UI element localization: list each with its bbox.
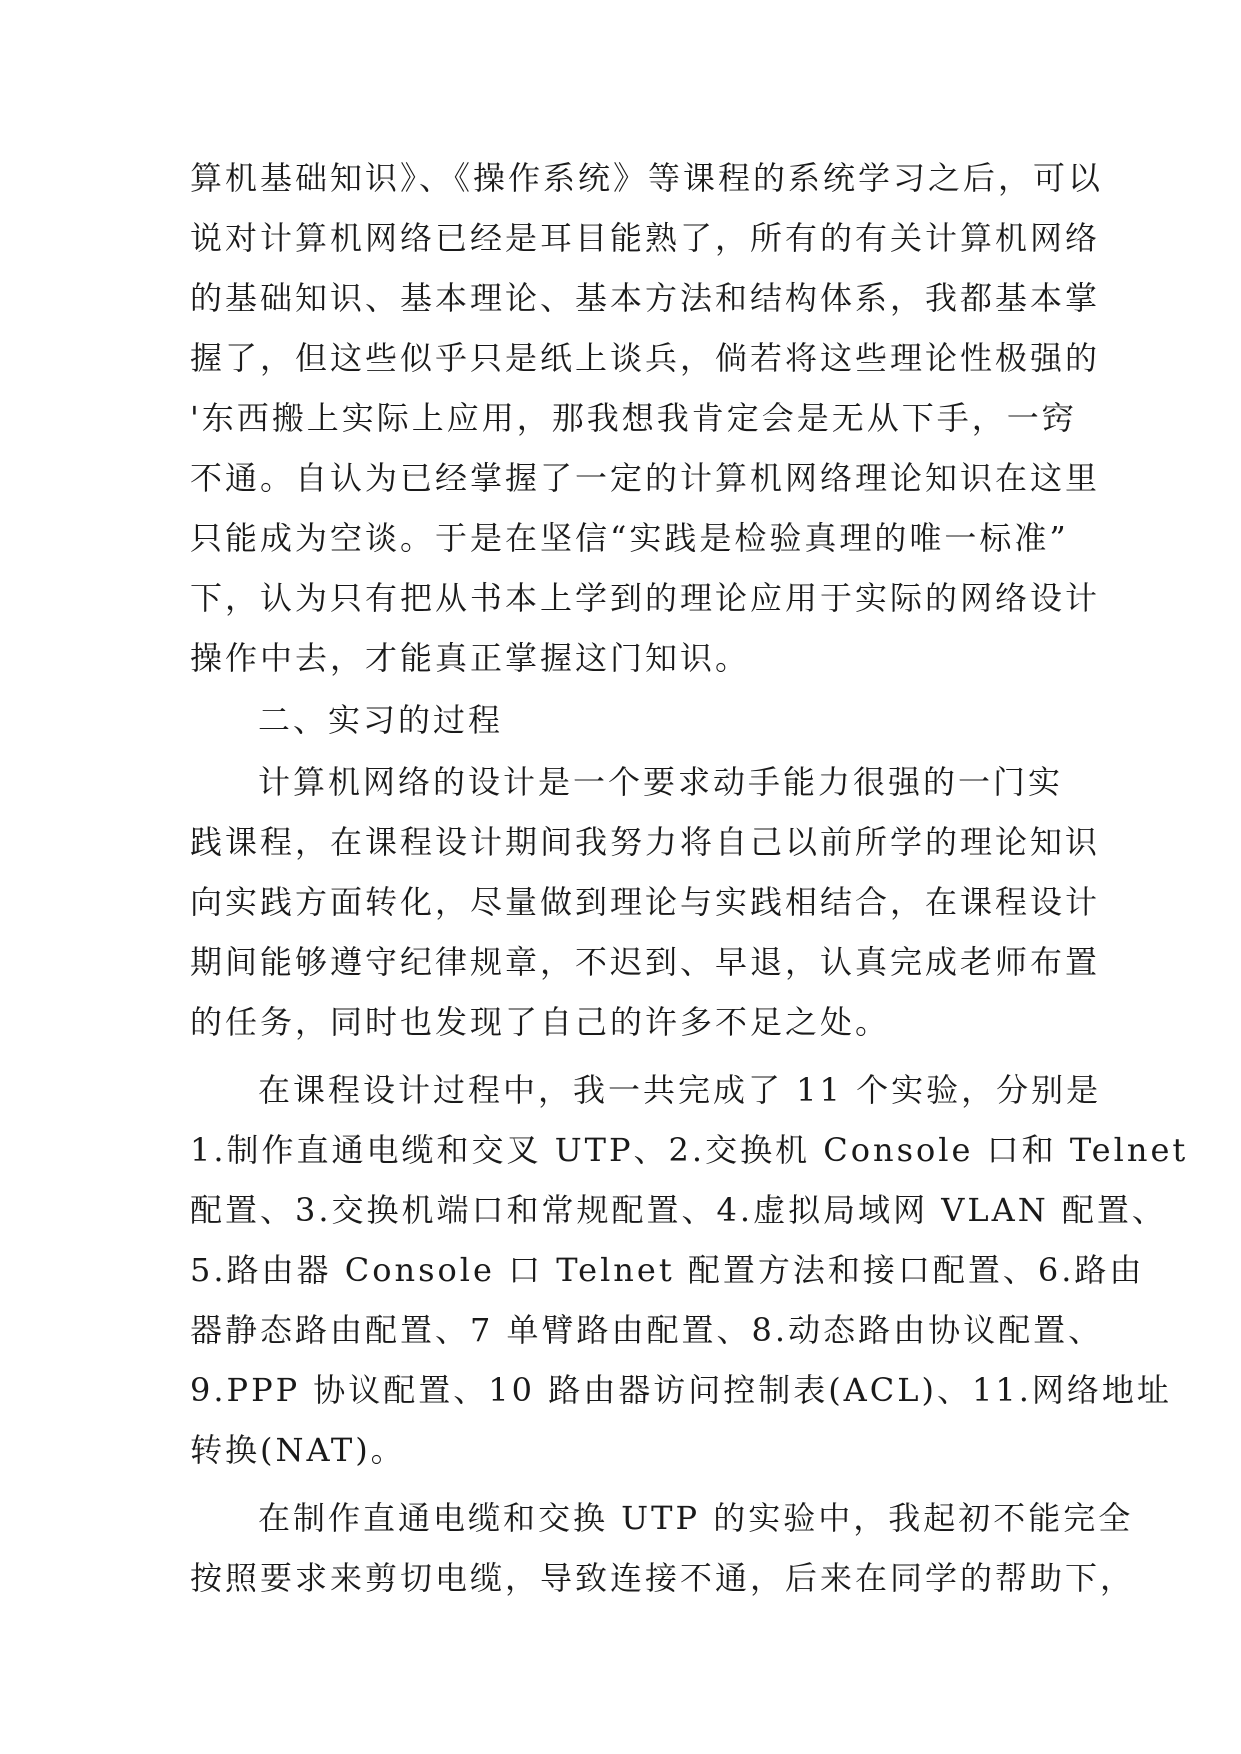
text-line: 期间能够遵守纪律规章，不迟到、早退，认真完成老师布置: [190, 943, 1101, 981]
text-line: 践课程，在课程设计期间我努力将自己以前所学的理论知识: [190, 823, 1101, 861]
text-line: 配置、3.交换机端口和常规配置、4.虚拟局域网 VLAN 配置、: [190, 1191, 1167, 1229]
paragraph-cable: [190, 1488, 1136, 1608]
text-line: 握了，但这些似乎只是纸上谈兵，倘若将这些理论性极强的: [190, 339, 1101, 377]
text-line: 5.路由器 Console 口 Telnet 配置方法和接口配置、6.路由: [190, 1251, 1145, 1289]
text-line: 计算机网络的设计是一个要求动手能力很强的一门实: [258, 763, 1064, 801]
text-line: 在课程设计过程中，我一共完成了 11 个实验，分别是: [258, 1071, 1102, 1109]
paragraph-design: [190, 752, 1101, 1052]
text-line: 1.制作直通电缆和交叉 UTP、2.交换机 Console 口和 Telnet: [190, 1131, 1189, 1169]
text-line: 器静态路由配置、7 单臂路由配置、8.动态路由协议配置、: [190, 1311, 1104, 1349]
paragraph-intro: [190, 148, 1104, 688]
paragraph-gap: [190, 1480, 1060, 1488]
paragraph-gap: [190, 1052, 1060, 1060]
section-heading: [190, 688, 1060, 752]
paragraph-experiments: [190, 1060, 1189, 1480]
document-page: [190, 148, 1189, 1608]
text-line: 的任务，同时也发现了自己的许多不足之处。: [190, 1003, 891, 1041]
text-line: 向实践方面转化，尽量做到理论与实践相结合，在课程设计: [190, 883, 1101, 921]
text-line: '东西搬上实际上应用，那我想我肯定会是无从下手，一窍: [190, 399, 1077, 437]
text-line: 按照要求来剪切电缆，导致连接不通，后来在同学的帮助下，: [190, 1559, 1136, 1597]
text-line: 的基础知识、基本理论、基本方法和结构体系，我都基本掌: [190, 279, 1101, 317]
text-line: 9.PPP 协议配置、10 路由器访问控制表(ACL)、11.网络地址: [190, 1371, 1172, 1409]
heading-text: 二、实习的过程: [258, 701, 504, 739]
text-line: 说对计算机网络已经是耳目能熟了，所有的有关计算机网络: [190, 219, 1101, 257]
text-line: 算机基础知识》、《操作系统》等课程的系统学习之后，可以: [190, 159, 1104, 197]
text-line: 转换(NAT)。: [190, 1431, 406, 1469]
text-line: 下，认为只有把从书本上学到的理论应用于实际的网络设计: [190, 579, 1101, 617]
text-line: 操作中去，才能真正掌握这门知识。: [190, 639, 751, 677]
text-line: 在制作直通电缆和交换 UTP 的实验中，我起初不能完全: [258, 1499, 1134, 1537]
text-line: 不通。自认为已经掌握了一定的计算机网络理论知识在这里: [190, 459, 1101, 497]
text-line: 只能成为空谈。于是在坚信“实践是检验真理的唯一标准”: [190, 519, 1069, 557]
